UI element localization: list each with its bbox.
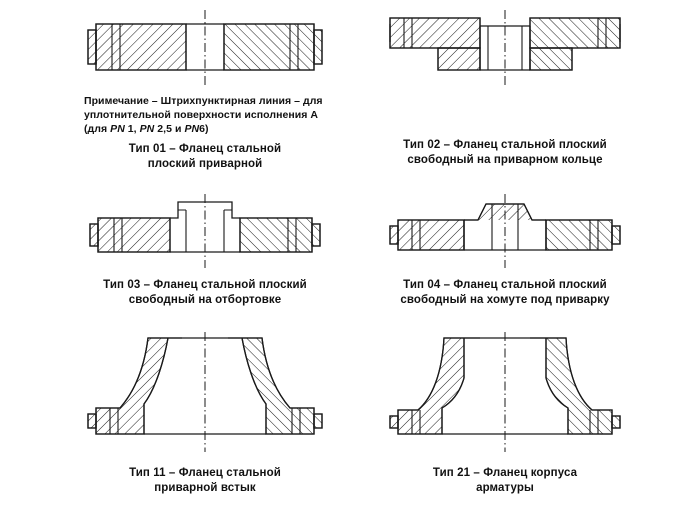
note-line-2: уплотнительной поверхности исполнения А bbox=[84, 109, 319, 121]
caption-line-2: свободный на хомуте под приварку bbox=[400, 294, 610, 306]
note-mid-1: 1, bbox=[124, 123, 140, 135]
figure-tip-01 bbox=[60, 8, 350, 168]
caption-line-2: приварной встык bbox=[154, 482, 256, 494]
caption-line-2: свободный на приварном кольце bbox=[407, 154, 603, 166]
figure-tip-02 bbox=[360, 8, 650, 168]
figure-tip-21 bbox=[360, 330, 650, 510]
caption-line-1: Тип 01 – Фланец стальной bbox=[128, 143, 282, 155]
note-pn-1: PN bbox=[110, 123, 125, 135]
note-line-3-suffix: 6) bbox=[199, 123, 209, 135]
caption-tip-04 bbox=[360, 278, 650, 308]
caption-line-2: плоский приварной bbox=[147, 158, 263, 170]
flange-drawing-tip-02 bbox=[360, 8, 650, 88]
caption-line-1: Тип 21 – Фланец корпуса bbox=[432, 467, 578, 479]
caption-tip-21 bbox=[360, 466, 650, 496]
figure-tip-04 bbox=[360, 190, 650, 320]
caption-tip-01 bbox=[60, 142, 350, 172]
caption-line-1: Тип 02 – Фланец стальной плоский bbox=[403, 139, 607, 151]
caption-tip-03 bbox=[60, 278, 350, 308]
note-block bbox=[84, 94, 354, 136]
flange-drawing-tip-04 bbox=[360, 190, 650, 270]
caption-line-1: Тип 04 – Фланец стальной плоский bbox=[403, 279, 607, 291]
caption-tip-02 bbox=[360, 138, 650, 168]
caption-line-1: Тип 03 – Фланец стальной плоский bbox=[103, 279, 307, 291]
note-pn-2: PN bbox=[139, 123, 155, 135]
figure-tip-03 bbox=[60, 190, 350, 320]
flange-drawing-tip-21 bbox=[360, 330, 650, 460]
figure-tip-11 bbox=[60, 330, 350, 510]
flange-drawing-tip-11 bbox=[60, 330, 350, 460]
caption-line-2: арматуры bbox=[476, 482, 534, 494]
note-pn-3: PN bbox=[184, 123, 200, 135]
caption-line-1: Тип 11 – Фланец стальной bbox=[129, 467, 281, 479]
note-line-3 bbox=[84, 122, 354, 136]
flange-drawing-tip-03 bbox=[60, 190, 350, 270]
flange-drawing-tip-01 bbox=[60, 8, 350, 88]
note-line-3-prefix: (для bbox=[84, 123, 111, 135]
note-line-1: Примечание – Штрихпунктирная линия – для bbox=[84, 95, 323, 107]
caption-line-2: свободный на отбортовке bbox=[128, 294, 282, 306]
caption-tip-11 bbox=[60, 466, 350, 496]
note-mid-2: 2,5 и bbox=[154, 123, 185, 135]
